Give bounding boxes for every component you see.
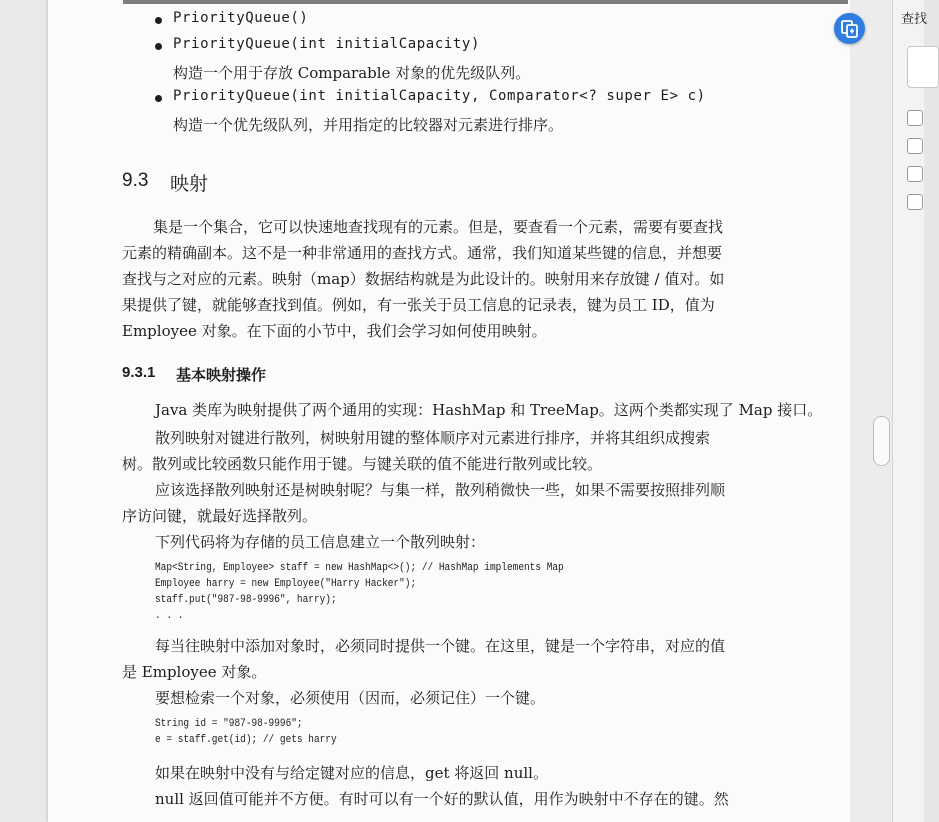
code-line: . . .: [155, 610, 184, 622]
paragraph-line: 树。散列或比较函数只能作用于键。与键关联的值不能进行散列或比较。: [122, 455, 603, 473]
section-title: 映射: [170, 174, 209, 195]
paragraph-line: Employee 对象。在下面的小节中，我们会学习如何使用映射。: [122, 322, 547, 340]
paragraph-line: 元素的精确副本。这不是一种非常通用的查找方式。通常，我们知道某些键的信息，并想要: [122, 244, 723, 262]
viewer-right-margin: [850, 0, 892, 822]
bullet-dot: [155, 95, 162, 102]
find-panel: [892, 0, 928, 822]
paragraph-line: 如果在映射中没有与给定键对应的信息，get 将返回 null。: [155, 764, 548, 782]
bullet-dot: [155, 17, 162, 24]
constructor-signature: PriorityQueue(int initialCapacity): [173, 36, 480, 52]
find-input[interactable]: [907, 46, 939, 88]
constructor-description: 构造一个优先级队列，并用指定的比较器对元素进行排序。: [173, 116, 564, 134]
translate-button[interactable]: [834, 13, 865, 44]
code-line: e = staff.get(id); // gets harry: [155, 734, 337, 746]
subsection-number: 9.3.1: [122, 364, 156, 381]
paragraph-line: 下列代码将为存储的员工信息建立一个散列映射：: [155, 533, 486, 551]
paragraph-line: 要想检索一个对象，必须使用（因而，必须记住）一个键。: [155, 689, 546, 707]
find-option-checkbox[interactable]: [907, 110, 923, 126]
paragraph-line: null 返回值可能并不方便。有时可以有一个好的默认值，用作为映射中不存在的键。然: [155, 790, 729, 808]
find-option-checkbox[interactable]: [907, 194, 923, 210]
find-option-checkbox[interactable]: [907, 138, 923, 154]
code-line: Map<String, Employee> staff = new HashMap<>(); // HashMap implements Map: [155, 562, 564, 574]
paragraph-line: 是 Employee 对象。: [122, 663, 267, 681]
paragraph-line: 应该选择散列映射还是树映射呢？与集一样，散列稍微快一些，如果不需要按照排列顺: [155, 481, 726, 499]
paragraph-line: 序访问键，就最好选择散列。: [122, 507, 318, 525]
subsection-title: 基本映射操作: [176, 367, 267, 384]
document-page: [48, 0, 850, 822]
paragraph-line: Java 类库为映射提供了两个通用的实现：HashMap 和 TreeMap。这两个类都实现了 Map 接口。: [155, 401, 823, 419]
paragraph-line: 果提供了键，就能够查找到值。例如，有一张关于员工信息的记录表，键为员工 ID，值为: [122, 296, 715, 314]
code-line: String id = "987-98-9996";: [155, 718, 303, 730]
paragraph-line: 每当往映射中添加对象时，必须同时提供一个键。在这里，键是一个字符串，对应的值: [155, 637, 726, 655]
scrollbar-thumb[interactable]: [873, 416, 890, 466]
section-number: 9.3: [122, 170, 149, 191]
find-panel-title: 查找: [901, 12, 928, 27]
paragraph-line: 查找与之对应的元素。映射（map）数据结构就是为此设计的。映射用来存放键 / 值对。如: [122, 270, 725, 288]
code-line: Employee harry = new Employee("Harry Hacker");: [155, 578, 417, 590]
constructor-signature: PriorityQueue(): [173, 10, 309, 26]
viewer-left-margin: [0, 0, 48, 822]
bullet-dot: [155, 43, 162, 50]
constructor-description: 构造一个用于存放 Comparable 对象的优先级队列。: [173, 64, 531, 82]
translate-icon: [834, 13, 865, 44]
find-option-checkbox[interactable]: [907, 166, 923, 182]
page-top-band: [123, 0, 848, 4]
code-line: staff.put("987-98-9996", harry);: [155, 594, 337, 606]
paragraph-line: 散列映射对键进行散列，树映射用键的整体顺序对元素进行排序，并将其组织成搜索: [155, 429, 711, 447]
constructor-signature: PriorityQueue(int initialCapacity, Comparator<? super E> c): [173, 88, 706, 104]
paragraph-line: 集是一个集合，它可以快速地查找现有的元素。但是，要查看一个元素，需要有要查找: [153, 218, 724, 236]
